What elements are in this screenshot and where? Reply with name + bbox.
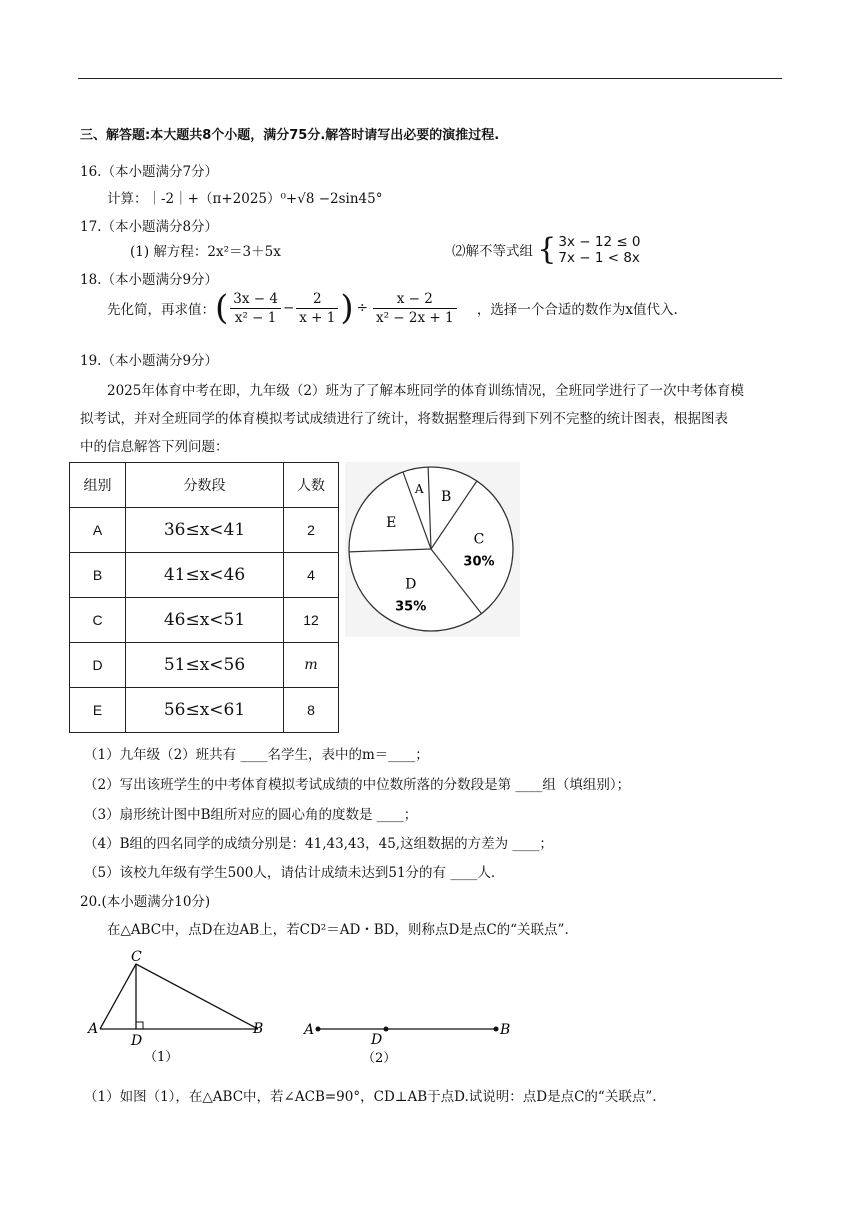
- q16-expression: ｜-2｜+（π+2025）⁰+√8 −2sin45°: [147, 191, 383, 207]
- q16-body: [107, 187, 382, 207]
- q17-part1: (1) 解方程：2x²＝3＋5x: [130, 244, 281, 260]
- q18-suffix: ，选择一个合适的数作为x值代入.: [476, 302, 678, 318]
- row-count: 12: [284, 598, 339, 643]
- q17-part2-label: ⑵解不等式组: [452, 243, 533, 260]
- pie-label-b: B: [441, 489, 452, 506]
- row-count: 2: [284, 508, 339, 553]
- fraction-3-num: x − 2: [373, 291, 457, 309]
- fraction-3: [373, 291, 457, 326]
- pie-label-c: C: [473, 531, 485, 548]
- row-range: 46≤x<51: [126, 598, 284, 643]
- fig2-label-d: D: [371, 1032, 383, 1048]
- fig1-label-b: B: [253, 1021, 264, 1037]
- inequality-1: 3x − 12 ≤ 0: [558, 233, 641, 250]
- fig1-label-a: A: [88, 1021, 99, 1037]
- figure-2: [300, 1010, 520, 1070]
- q17-part2: [452, 232, 641, 267]
- inequality-2: 7x − 1 < 8x: [558, 249, 640, 266]
- header-group: 组别: [70, 463, 126, 508]
- row-range: 41≤x<46: [126, 553, 284, 598]
- row-count: 4: [284, 553, 339, 598]
- top-rule: [78, 78, 782, 79]
- row-group: D: [70, 643, 126, 688]
- q19-heading: 19.（本小题满分9分）: [80, 353, 219, 369]
- pie-percent-d: 35%: [395, 599, 427, 615]
- minus-sign: −: [282, 300, 295, 316]
- right-paren: ): [340, 288, 354, 328]
- fig2-label-a: A: [304, 1022, 315, 1038]
- figure-1: [86, 945, 276, 1070]
- pie-label-e: E: [386, 515, 397, 532]
- fraction-1-den: x² − 1: [234, 309, 277, 326]
- inequality-system: [558, 234, 640, 266]
- q19-sub4: （4）B组的四名同学的成绩分别是：41,43,43，45,这组数据的方差为 ____；: [84, 836, 553, 852]
- brace-glyph: {: [537, 232, 557, 267]
- q19-sub5: （5）该校九年级有学生500人，请估计成绩未达到51分的有 ____人.: [84, 865, 496, 881]
- left-paren: (: [215, 288, 229, 328]
- fraction-2-num: 2: [296, 291, 338, 309]
- table-header-row: [70, 463, 339, 508]
- pie-percent-c: 30%: [463, 554, 495, 570]
- table-row: [70, 643, 339, 688]
- fraction-1: [230, 291, 281, 326]
- table-row: [70, 688, 339, 733]
- row-count: m: [284, 643, 339, 688]
- fig2-label-b: B: [500, 1022, 511, 1038]
- q19-intro-2: 拟考试，并对全班同学的体育模拟考试成绩进行了统计，将数据整理后得到下列不完整的统计图表，根据图表: [80, 411, 728, 427]
- fig1-label-c: C: [131, 949, 142, 965]
- fraction-1-num: 3x − 4: [230, 291, 281, 309]
- header-range: 分数段: [126, 463, 284, 508]
- q19-intro-3: 中的信息解答下列问题：: [80, 439, 229, 455]
- q16-heading: 16.（本小题满分7分）: [80, 164, 219, 180]
- fraction-2: [296, 291, 338, 326]
- q18-prefix: 先化简，再求值：: [107, 302, 215, 318]
- divide-sign: ÷: [356, 300, 368, 316]
- q20-definition: 在△ABC中，点D在边AB上，若CD²＝AD・BD，则称点D是点C的“关联点”.: [107, 922, 569, 938]
- row-count: 8: [284, 688, 339, 733]
- row-range: 56≤x<61: [126, 688, 284, 733]
- fraction-2-den: x + 1: [299, 309, 336, 326]
- header-count: 人数: [284, 463, 339, 508]
- score-table: [69, 462, 339, 733]
- fraction-3-den: x² − 2x + 1: [375, 309, 454, 326]
- table-row: [70, 553, 339, 598]
- q20-heading: 20.(本小题满分10分): [80, 894, 211, 910]
- q19-sub3: （3）扇形统计图中B组所对应的圆心角的度数是 ____；: [84, 807, 418, 823]
- row-group: E: [70, 688, 126, 733]
- fig1-caption: （1）: [144, 1050, 179, 1065]
- pie-label-d: D: [405, 576, 417, 593]
- pie-label-a: A: [414, 482, 424, 497]
- row-group: B: [70, 553, 126, 598]
- row-range: 51≤x<56: [126, 643, 284, 688]
- row-group: C: [70, 598, 126, 643]
- table-row: [70, 508, 339, 553]
- q19-intro-1: 2025年体育中考在即，九年级（2）班为了了解本班同学的体育训练情况，全班同学进行了一次中考体育模: [107, 383, 744, 399]
- q18-body: [107, 288, 678, 328]
- q20-sub1: （1）如图（1），在△ABC中，若∠ACB=90°，CD⊥AB于点D.试说明：点D是点C的“关联点”.: [84, 1089, 657, 1105]
- q16-prefix: 计算：: [107, 191, 148, 207]
- row-range: 36≤x<41: [126, 508, 284, 553]
- q18-heading: 18.（本小题满分9分）: [80, 272, 219, 288]
- q19-sub2: （2）写出该班学生的中考体育模拟考试成绩的中位数所落的分数段是第 ____组（填组别）；: [84, 777, 631, 793]
- fig2-caption: （2）: [362, 1051, 397, 1066]
- table-row: [70, 598, 339, 643]
- q17-heading: 17.（本小题满分8分）: [80, 219, 219, 235]
- pie-chart: [345, 462, 520, 637]
- row-group: A: [70, 508, 126, 553]
- fig1-label-d: D: [131, 1033, 143, 1049]
- q19-sub1: （1）九年级（2）班共有 ____名学生，表中的m＝____；: [84, 747, 429, 763]
- section-header: 三、解答题:本大题共8个小题，满分75分.解答时请写出必要的演推过程.: [80, 128, 500, 143]
